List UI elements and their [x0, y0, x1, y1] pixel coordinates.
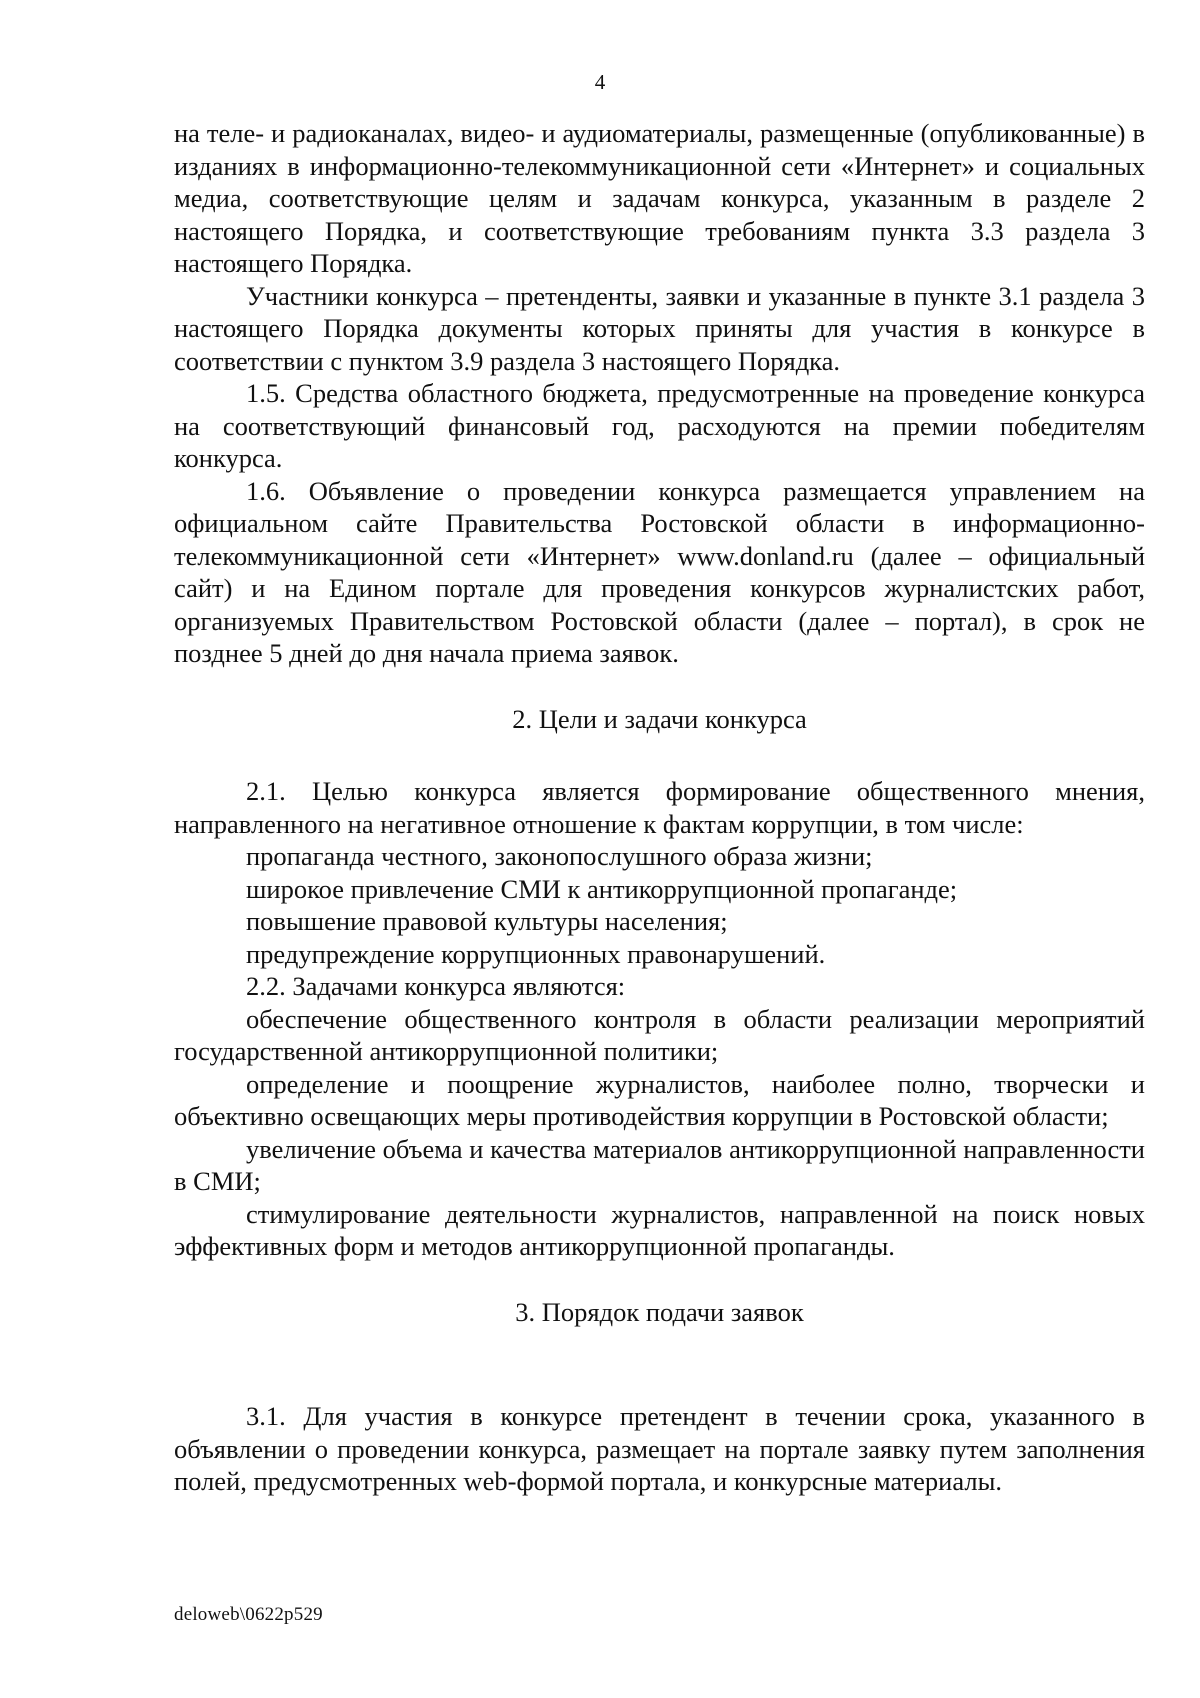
paragraph-continuation: на теле- и радиоканалах, видео- и аудиоматериалы, размещенные (опубликованные) в изданиях в информационно-телекоммуникационной сети «Интернет» и социальных медиа, соответствующие целям и задачам конкурса, указанным в разделе 2 настоящего Порядка, и соответствующие требованиям пункта 3.3 раздела 3 настоящего Порядка. — [174, 118, 1145, 278]
task-item: обеспечение общественного контроля в области реализации мероприятий государственной антикоррупционной политики; — [174, 1003, 1145, 1066]
task-item: стимулирование деятельности журналистов, направленной на поиск новых эффективных форм и методов антикоррупционной пропаганды. — [174, 1198, 1145, 1261]
spacer — [174, 670, 1145, 703]
goal-item: повышение правовой культуры населения; — [246, 906, 728, 936]
goal-item: пропаганда честного, законопослушного образа жизни; — [246, 841, 873, 871]
paragraph-2-1: 2.1. Целью конкурса является формирование общественного мнения, направленного на негативное отношение к фактам коррупции, в том числе: — [174, 776, 1145, 839]
section-3-heading: 3. Порядок подачи заявок — [515, 1296, 804, 1327]
document-code: deloweb\0622p529 — [174, 1604, 323, 1625]
spacer — [174, 735, 1145, 775]
paragraph-1-5: 1.5. Средства областного бюджета, предусмотренные на проведение конкурса на соответствующий финансовый год, расходуются на премии победителям конкурса. — [174, 378, 1145, 473]
paragraph-1-6: 1.6. Объявление о проведении конкурса размещается управлением на официальном сайте Правительства Ростовской области в информационно-телекоммуникационной сети «Интернет» www.donland.ru (далее – официальный сайт) и на Едином портале для проведения конкурсов журналистских работ, организуемых Правительством Ростовской области (далее – портал), в срок не позднее 5 дней до дня начала приема заявок. — [174, 475, 1145, 668]
goal-item: широкое привлечение СМИ к антикоррупционной пропаганде; — [246, 873, 958, 904]
page-number: 4 — [594, 70, 606, 94]
paragraph-2-2: 2.2. Задачами конкурса являются: — [246, 971, 626, 1001]
task-item: увеличение объема и качества материалов антикоррупционной направленности в СМИ; — [174, 1133, 1145, 1196]
goal-item: предупреждение коррупционных правонарушений. — [246, 938, 826, 969]
section-2-heading: 2. Цели и задачи конкурса — [512, 703, 807, 734]
task-item: определение и поощрение журналистов, наиболее полно, творчески и объективно освещающих меры противодействия коррупции в Ростовской области; — [174, 1068, 1145, 1131]
document-body — [174, 117, 1145, 1498]
spacer — [174, 1328, 1145, 1400]
spacer — [174, 1263, 1145, 1296]
paragraph-3-1: 3.1. Для участия в конкурсе претендент в течении срока, указанного в объявлении о проведении конкурса, размещает на портале заявку путем заполнения полей, предусмотренных web-формой портала, и конкурсные материалы. — [174, 1401, 1145, 1496]
paragraph-participants: Участники конкурса – претенденты, заявки и указанные в пункте 3.1 раздела 3 настоящего Порядка документы которых приняты для участия в конкурсе в соответствии с пунктом 3.9 раздела 3 настоящего Порядка. — [174, 280, 1145, 376]
